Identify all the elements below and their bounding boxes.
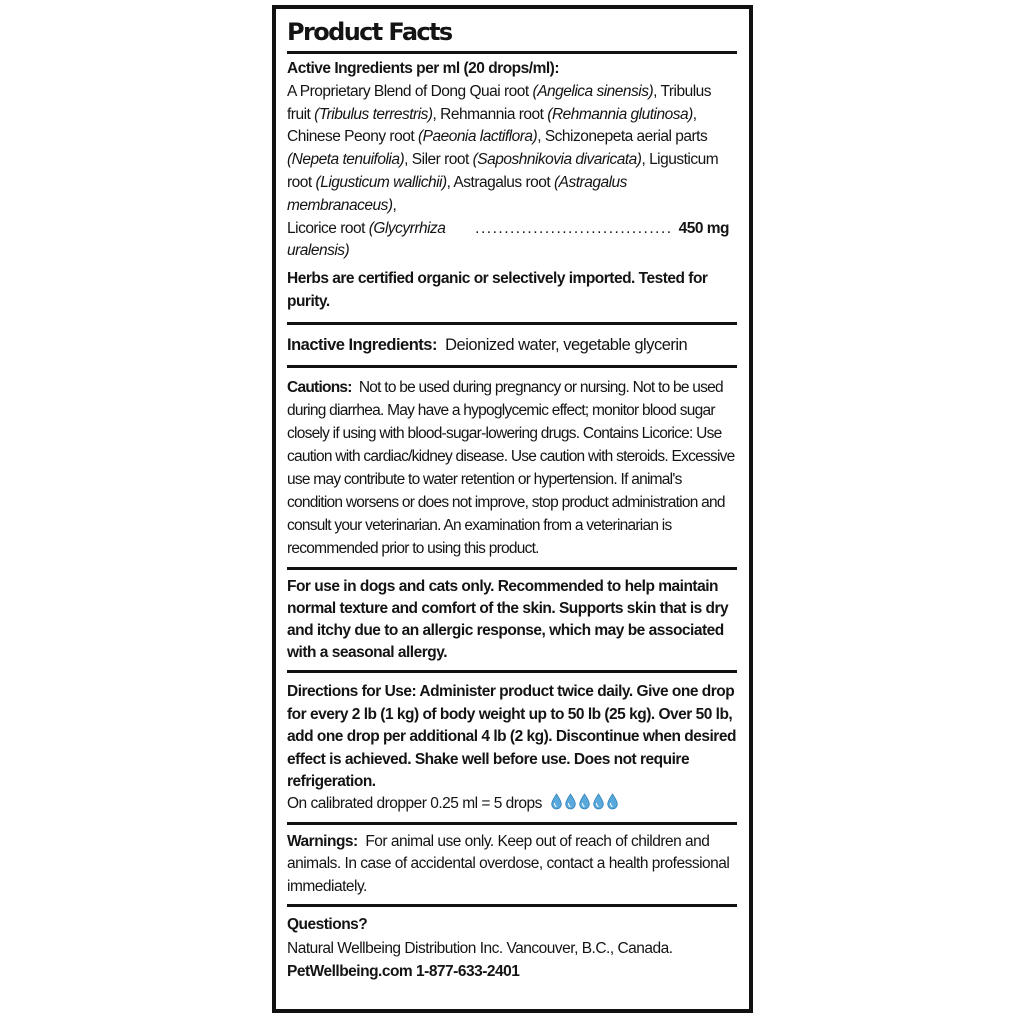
blend-prefix: A Proprietary Blend of: [287, 82, 431, 100]
water-drop-icon: [564, 793, 577, 810]
water-drop-icon: [578, 793, 591, 810]
dropper-line: [287, 793, 737, 815]
product-facts-panel: [272, 5, 753, 1013]
phone-number[interactable]: 1-877-633-2401: [416, 963, 520, 981]
directions-text: Directions for Use: Administer product twice daily. Give one drop for every 2 lb (1 kg) of body weight up to 50 lb (25 kg). Over 50 lb, add one drop per additional 4 lb (2 kg). Discontinue when desired effect is achieved. Shake well before use. Does not require refrigeration.: [287, 683, 736, 790]
directions-section: [287, 673, 737, 815]
ingredient-list: [287, 81, 737, 263]
ingredient-latin-name: (Nepeta tenuifolia): [287, 151, 405, 169]
blend-amount: 450 mg: [678, 219, 729, 237]
ingredient-latin-name: (Glycyrrhiza uralensis): [287, 219, 446, 260]
cautions-text: Not to be used during pregnancy or nursing. Not to be used during diarrhea. May have a hypoglycemic effect; monitor blood sugar closely if using with blood-sugar-lowering drugs. Contains Licorice: Use caution with cardiac/kidney disease. Use caution with steroids. Excessive use may contribute to water retention or hypertension. If animal's condition worsens or does not improve, stop product administration and consult your veterinarian. An examination from a veterinarian is recommended prior to using this product.: [287, 378, 735, 558]
warnings-text: For animal use only. Keep out of reach of children and animals. In case of accidental overdose, contact a health professional immediately.: [287, 832, 730, 895]
questions-section: [287, 907, 737, 984]
ingredient-latin-name: (Angelica sinensis): [532, 82, 654, 100]
ingredient-common-name: Schizonepeta aerial parts: [544, 128, 708, 146]
ingredient-final: [287, 218, 469, 264]
distributor-text: Natural Wellbeing Distribution Inc. Vancouver, B.C., Canada.: [287, 939, 673, 957]
active-ingredients-section: [287, 54, 737, 314]
ingredient-common-name: Siler root: [411, 151, 469, 169]
ingredient-latin-name: (Rehmannia glutinosa): [547, 105, 693, 123]
panel-title: Product Facts: [287, 18, 452, 46]
inactive-ingredients-section: [287, 325, 737, 357]
ingredient-flow: A Proprietary Blend of Dong Quai root (Angelica sinensis), Tribulus fruit (Tribulus terrestris), Rehmannia root (Rehmannia glutinosa), Chinese Peony root (Paeonia lactiflora), Schizonepeta aerial parts (Nepeta tenuifolia), Siler root (Saposhnikovia divaricata), Ligusticum root (Ligusticum wallichii), Astragalus root (Astragalus membranaceus),: [287, 82, 719, 214]
water-drop-icon: [550, 793, 563, 810]
ingredient-latin-name: (Tribulus terrestris): [314, 105, 433, 123]
inactive-label: Inactive Ingredients:: [287, 335, 437, 354]
questions-heading: Questions?: [287, 916, 368, 934]
warnings-label: Warnings:: [287, 832, 358, 850]
ingredient-latin-name: (Astragalus membranaceus): [287, 173, 627, 214]
dot-leader: ..................................: [475, 219, 673, 237]
ingredient-latin-name: (Saposhnikovia divaricata): [472, 151, 642, 169]
herb-note: Herbs are certified organic or selectively imported. Tested for purity.: [287, 270, 708, 310]
water-drop-icon: [592, 793, 605, 810]
usage-section: For use in dogs and cats only. Recommended to help maintain normal texture and comfort of the skin. Supports skin that is dry and itchy due to an allergic response, which may be associated with a seasonal allergy.: [287, 577, 729, 662]
warnings-section: [287, 825, 737, 899]
ingredient-common-name: Ligusticum root: [287, 151, 719, 191]
drop-icons: [550, 793, 619, 810]
website-link[interactable]: PetWellbeing.com: [287, 963, 413, 981]
ingredient-latin-name: (Ligusticum wallichii): [315, 173, 447, 191]
cautions-section: [287, 368, 737, 561]
cautions-label: Cautions:: [287, 378, 352, 396]
active-ingredients-heading: Active Ingredients per ml (20 drops/ml):: [287, 60, 559, 77]
ingredient-common-name: Tribulus fruit: [287, 82, 712, 123]
inactive-text: Deionized water, vegetable glycerin: [445, 335, 688, 354]
dropper-text: On calibrated dropper 0.25 ml = 5 drops: [287, 795, 542, 813]
ingredient-common-name: Astragalus root: [453, 173, 551, 191]
water-drop-icon: [606, 793, 619, 810]
contact-info: [287, 937, 737, 984]
ingredient-common-name: Dong Quai root: [430, 82, 529, 100]
ingredient-common-name: Licorice root: [287, 219, 365, 237]
ingredient-common-name: Rehmannia root: [440, 105, 544, 123]
ingredient-final-line: [287, 218, 737, 264]
ingredient-common-name: Chinese Peony root: [287, 128, 415, 146]
ingredient-latin-name: (Paeonia lactiflora): [417, 128, 538, 146]
